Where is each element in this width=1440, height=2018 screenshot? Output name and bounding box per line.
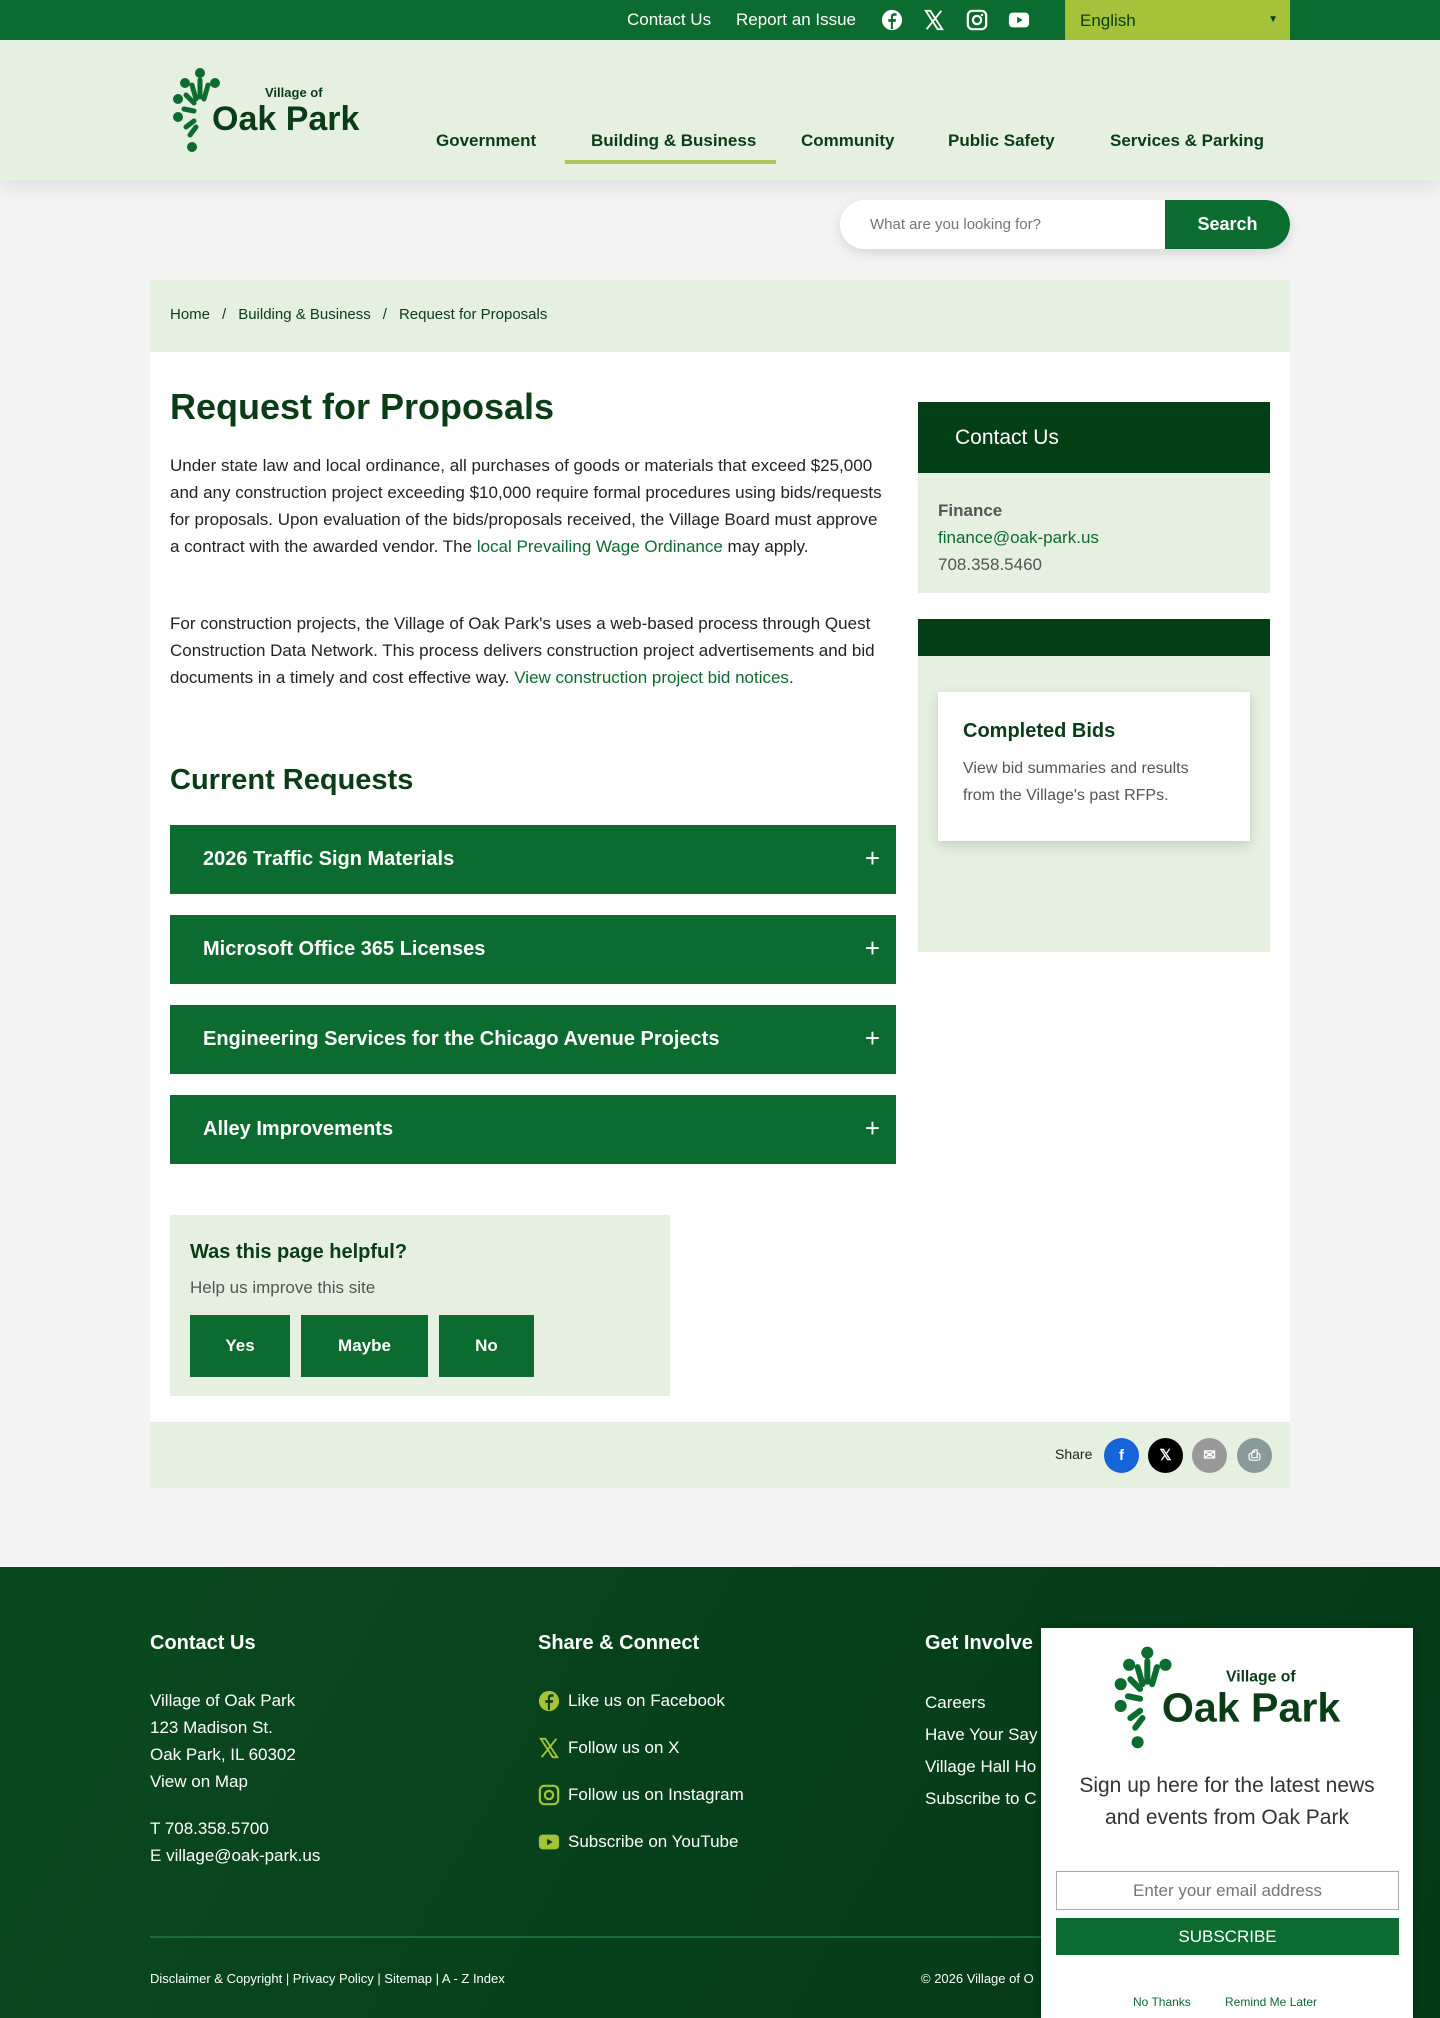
text: Under state law and local ordinance, all purchases of goods or materials that exceed $25,000 and any construction project exceeding $10,000 require formal procedures using bids/requests for proposals. Upon evaluation of the bids/proposals received, the Village Board must approve a contract with the awarded vendor. The — [170, 456, 882, 556]
feedback-widget — [170, 1215, 670, 1396]
share-print-icon[interactable]: ⎙ — [1237, 1438, 1272, 1473]
card-title: Completed Bids — [963, 720, 1116, 742]
utility-bar — [0, 0, 1440, 40]
footer-facebook-link[interactable] — [538, 1677, 744, 1724]
instagram-icon — [538, 1784, 560, 1806]
current-requests-heading: Current Requests — [170, 764, 414, 796]
facebook-icon[interactable] — [881, 9, 903, 31]
newsletter-popup — [1041, 1628, 1413, 2018]
share-email-icon[interactable]: ✉ — [1192, 1438, 1227, 1473]
footer-email-link[interactable]: village@oak-park.us — [166, 1846, 321, 1865]
accordion-item[interactable] — [170, 825, 896, 894]
feedback-title: Was this page helpful? — [190, 1241, 408, 1263]
plus-icon: + — [864, 1023, 880, 1053]
footer-share-title: Share & Connect — [538, 1632, 700, 1654]
breadcrumb-building-business[interactable]: Building & Business — [238, 306, 371, 323]
construction-paragraph — [170, 610, 885, 691]
footer-involved-title: Get Involve — [925, 1632, 1033, 1654]
breadcrumb-home[interactable]: Home — [170, 306, 211, 323]
footer-phone-link[interactable]: 708.358.5700 — [164, 1819, 269, 1838]
svg-text:Village of: Village of — [265, 85, 323, 100]
nav-government[interactable]: Government — [436, 131, 537, 150]
nav-services-parking[interactable]: Services & Parking — [1110, 131, 1265, 150]
card-text: View bid summaries and results from the Village's past RFPs. — [963, 760, 1189, 804]
footer-involved-list — [925, 1687, 1037, 1815]
instagram-icon[interactable] — [966, 9, 988, 31]
breadcrumb-separator: / — [382, 306, 387, 323]
accordion-item[interactable] — [170, 1095, 896, 1164]
popup-logo — [1111, 1643, 1341, 1758]
breadcrumb — [150, 280, 1290, 352]
have-your-say-link[interactable]: Have Your Say — [925, 1725, 1038, 1744]
contact-sidebar — [918, 402, 1270, 593]
plus-icon: + — [864, 933, 880, 963]
share-facebook-icon[interactable]: f — [1104, 1438, 1139, 1473]
footer-youtube-link[interactable] — [538, 1818, 744, 1865]
text: may apply. — [722, 537, 809, 556]
nav-community[interactable]: Community — [801, 131, 895, 150]
link-label: Follow us on Instagram — [568, 1785, 744, 1804]
x-icon[interactable] — [923, 9, 945, 31]
related-sidebar — [918, 619, 1270, 952]
link-label: Like us on Facebook — [568, 1691, 725, 1710]
feedback-subtitle: Help us improve this site — [190, 1278, 376, 1297]
link-label: Follow us on X — [568, 1738, 680, 1757]
no-thanks-link[interactable]: No Thanks — [1133, 1995, 1191, 2009]
intro-paragraph — [170, 452, 885, 560]
address-line: Oak Park, IL 60302 — [150, 1745, 296, 1764]
accordion-title: Engineering Services for the Chicago Avenue Projects — [203, 1028, 720, 1050]
search-input[interactable] — [840, 200, 1165, 249]
search-bar — [840, 200, 1290, 249]
accordion-item[interactable] — [170, 1005, 896, 1074]
contact-us-link[interactable]: Contact Us — [627, 10, 712, 29]
svg-text:Oak Park: Oak Park — [212, 100, 360, 138]
department-name: Finance — [938, 501, 1003, 520]
share-x-icon[interactable]: 𝕏 — [1148, 1438, 1183, 1473]
subscribe-button[interactable]: SUBSCRIBE — [1056, 1918, 1399, 1955]
accordion-title: 2026 Traffic Sign Materials — [203, 848, 455, 870]
main-content — [150, 352, 1290, 1422]
finance-email-link[interactable]: finance@oak-park.us — [938, 528, 1099, 547]
active-nav-underline — [565, 160, 776, 164]
village-hall-hours-link[interactable]: Village Hall Ho — [925, 1757, 1037, 1776]
chevron-down-icon: ▼ — [1268, 14, 1278, 25]
contact-sidebar-title: Contact Us — [918, 402, 1270, 473]
text: . — [788, 668, 794, 687]
x-icon — [538, 1737, 560, 1759]
maybe-button[interactable]: Maybe — [301, 1315, 428, 1377]
plus-icon: + — [864, 1113, 880, 1143]
search-button[interactable]: Search — [1165, 200, 1290, 249]
footer-social-list — [538, 1677, 744, 1865]
report-issue-link[interactable]: Report an Issue — [736, 10, 857, 29]
youtube-icon — [538, 1831, 560, 1853]
view-on-map-link[interactable]: View on Map — [150, 1772, 248, 1791]
address-line: Village of Oak Park — [150, 1691, 296, 1710]
share-bar — [150, 1422, 1290, 1488]
finance-phone: 708.358.5460 — [938, 555, 1042, 574]
subscribe-link[interactable]: Subscribe to C — [925, 1789, 1037, 1808]
nav-public-safety[interactable]: Public Safety — [948, 131, 1055, 150]
yes-button[interactable]: Yes — [190, 1315, 290, 1377]
language-select[interactable] — [1065, 0, 1290, 40]
no-button[interactable]: No — [439, 1315, 534, 1377]
breadcrumb-separator: / — [222, 306, 227, 323]
footer-legal-links[interactable]: Disclaimer & Copyright | Privacy Policy | Sitemap | A - Z Index — [150, 1971, 505, 1986]
accordion-title: Microsoft Office 365 Licenses — [203, 938, 486, 960]
prevailing-wage-link[interactable]: local Prevailing Wage Ordinance — [476, 537, 723, 556]
site-header — [0, 40, 1440, 180]
plus-icon: + — [864, 843, 880, 873]
youtube-icon[interactable] — [1008, 9, 1030, 31]
completed-bids-card[interactable] — [938, 692, 1250, 841]
popup-email-input[interactable] — [1056, 1871, 1399, 1910]
language-value: English — [1080, 11, 1136, 30]
footer-copyright: © 2026 Village of O — [921, 1971, 1034, 1986]
svg-text:Oak Park: Oak Park — [1161, 1684, 1341, 1731]
nav-building-business[interactable]: Building & Business — [591, 131, 757, 150]
breadcrumb-current: Request for Proposals — [398, 306, 548, 323]
email-label: E — [150, 1846, 162, 1865]
footer-contact-title: Contact Us — [150, 1632, 256, 1654]
sidebar-header-bar — [918, 619, 1270, 656]
svg-text:Village of: Village of — [1226, 1668, 1296, 1686]
link-label: Subscribe on YouTube — [568, 1832, 739, 1851]
phone-label: T — [150, 1819, 161, 1838]
careers-link[interactable]: Careers — [925, 1693, 986, 1712]
footer-x-link[interactable] — [538, 1724, 744, 1771]
remind-later-link[interactable]: Remind Me Later — [1225, 1995, 1318, 2009]
footer-address — [150, 1687, 320, 1869]
address-line: 123 Madison St. — [150, 1718, 273, 1737]
page-title: Request for Proposals — [170, 386, 555, 427]
facebook-icon — [538, 1690, 560, 1712]
site-logo[interactable] — [170, 65, 360, 165]
popup-text: Sign up here for the latest news and events from Oak Park — [1079, 1774, 1375, 1829]
footer-instagram-link[interactable] — [538, 1771, 744, 1818]
accordion-title: Alley Improvements — [203, 1118, 394, 1140]
text: For construction projects, the Village of Oak Park's uses a web-based process through Quest Construction Data Network. This process delivers construction project advertisements and bid documents in a timely and cost effective way. — [170, 614, 875, 687]
bid-notices-link[interactable]: View construction project bid notices — [514, 668, 789, 687]
accordion-item[interactable] — [170, 915, 896, 984]
share-label: Share — [1055, 1446, 1093, 1462]
